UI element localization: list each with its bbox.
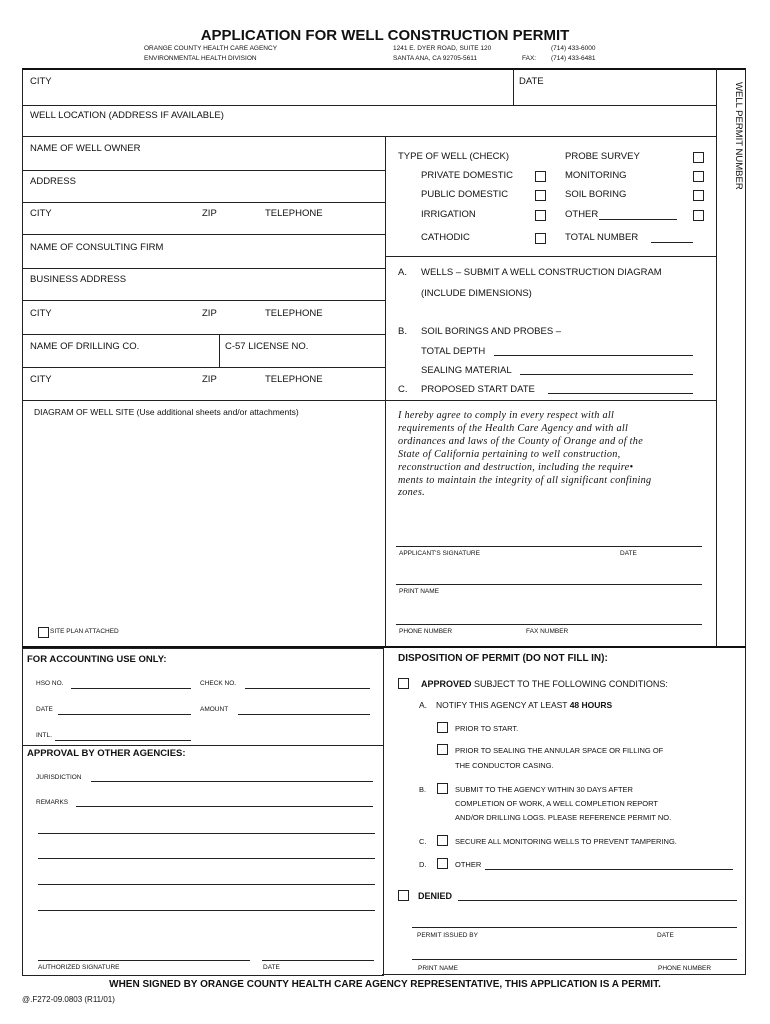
prior-to-start-checkbox[interactable] <box>437 722 448 733</box>
irrigation-label: IRRIGATION <box>421 209 476 220</box>
irrigation-checkbox[interactable] <box>535 210 546 221</box>
column-divider <box>385 136 386 647</box>
row-divider <box>22 170 385 171</box>
frame-right <box>745 69 746 647</box>
drilling-zip-label: ZIP <box>202 374 217 385</box>
approved-label <box>421 680 668 689</box>
row-divider <box>22 105 716 106</box>
owner-city-label: CITY <box>30 208 52 219</box>
applicant-phone-line[interactable] <box>396 624 702 625</box>
applicant-date-label: DATE <box>620 550 637 557</box>
public-domestic-label: PUBLIC DOMESTIC <box>421 189 509 200</box>
total-depth-line[interactable] <box>494 355 693 356</box>
intl-label: INTL. <box>36 732 52 739</box>
applicant-print-name-line[interactable] <box>396 584 702 585</box>
amount-label: AMOUNT <box>200 706 229 713</box>
prior-to-start-label: PRIOR TO START. <box>455 724 519 733</box>
other-type-label: OTHER <box>565 209 599 220</box>
form-mark: @ <box>22 995 31 1004</box>
date-label: DATE <box>519 76 544 87</box>
disposition-print-name-line[interactable] <box>412 959 737 960</box>
remarks-line[interactable] <box>38 833 375 834</box>
well-location-label: WELL LOCATION (ADDRESS IF AVAILABLE) <box>30 110 224 121</box>
agency-phone: (714) 433-6000 <box>551 45 596 52</box>
jurisdiction-line[interactable] <box>91 781 373 782</box>
section-a-text-2: (INCLUDE DIMENSIONS) <box>421 288 532 299</box>
total-number-line[interactable] <box>651 242 693 243</box>
accounting-box <box>22 648 384 976</box>
check-number-line[interactable] <box>245 688 370 689</box>
consulting-firm-label: NAME OF CONSULTING FIRM <box>30 242 164 253</box>
condition-c-checkbox[interactable] <box>437 835 448 846</box>
frame-left <box>22 69 23 647</box>
approval-heading: APPROVAL BY OTHER AGENCIES: <box>27 748 186 759</box>
drilling-city-label: CITY <box>30 374 52 385</box>
approval-divider <box>22 745 383 746</box>
remarks-line[interactable] <box>38 858 375 859</box>
row-divider <box>22 234 385 235</box>
check-number-label: CHECK NO. <box>200 680 237 687</box>
header-rule <box>22 68 746 70</box>
row-divider <box>22 367 385 368</box>
consulting-city-label: CITY <box>30 308 52 319</box>
agreement-line: requirements of the Health Care Agency and with all <box>398 422 629 434</box>
agreement-line: State of California pertaining to well construction, <box>398 448 621 460</box>
authorized-signature-line[interactable] <box>38 960 250 961</box>
jurisdiction-label: JURISDICTION <box>36 774 82 781</box>
authorized-signature-label: AUTHORIZED SIGNATURE <box>38 964 120 971</box>
site-plan-label: SITE PLAN ATTACHED <box>50 628 119 635</box>
applicant-fax-label: FAX NUMBER <box>526 628 569 635</box>
agreement-text <box>398 410 708 500</box>
condition-b-text: SUBMIT TO THE AGENCY WITHIN 30 DAYS AFTER <box>455 785 633 794</box>
intl-line[interactable] <box>55 740 191 741</box>
other-type-line[interactable] <box>599 219 677 220</box>
license-divider <box>219 334 220 367</box>
row-divider <box>22 400 385 401</box>
denied-line[interactable] <box>458 900 737 901</box>
amount-line[interactable] <box>238 714 370 715</box>
permit-issued-by-line[interactable] <box>412 927 737 928</box>
private-domestic-label: PRIVATE DOMESTIC <box>421 170 514 181</box>
prior-to-sealing-label-2: THE CONDUCTOR CASING. <box>455 761 554 770</box>
row-divider <box>22 334 385 335</box>
site-plan-checkbox[interactable] <box>38 627 49 638</box>
agreement-line: reconstruction and destruction, including the require• <box>398 461 634 473</box>
condition-c-label: C. <box>419 837 427 846</box>
owner-zip-label: ZIP <box>202 208 217 219</box>
owner-telephone-label: TELEPHONE <box>265 208 323 219</box>
consulting-zip-label: ZIP <box>202 308 217 319</box>
public-domestic-checkbox[interactable] <box>535 190 546 201</box>
permit-number-column-divider <box>716 69 717 647</box>
condition-a-text <box>436 701 612 710</box>
section-b-text: SOIL BORINGS AND PROBES – <box>421 326 562 337</box>
accounting-date-label: DATE <box>36 706 53 713</box>
applicant-print-name-label: PRINT NAME <box>399 588 439 595</box>
form-id <box>22 995 115 1004</box>
total-number-label: TOTAL NUMBER <box>565 232 639 243</box>
remarks-label: REMARKS <box>36 799 69 806</box>
business-address-label: BUSINESS ADDRESS <box>30 274 127 285</box>
sealing-material-line[interactable] <box>520 374 693 375</box>
total-depth-label: TOTAL DEPTH <box>421 346 486 357</box>
condition-d-text: OTHER <box>455 860 482 869</box>
condition-a-hours: 48 HOURS <box>569 700 613 710</box>
consulting-telephone-label: TELEPHONE <box>265 308 323 319</box>
condition-b-text-2: COMPLETION OF WORK, A WELL COMPLETION REPORT <box>455 799 658 808</box>
condition-b-text-3: AND/OR DRILLING LOGS. PLEASE REFERENCE PERMIT NO. <box>455 813 672 822</box>
row-divider <box>22 300 385 301</box>
probe-survey-checkbox[interactable] <box>693 152 704 163</box>
permit-issued-date-label: DATE <box>657 932 674 939</box>
row-divider <box>22 136 716 137</box>
monitoring-checkbox[interactable] <box>693 171 704 182</box>
remarks-line[interactable] <box>38 910 375 911</box>
applicant-signature-line[interactable] <box>396 546 702 547</box>
disposition-print-name-label: PRINT NAME <box>418 965 458 972</box>
disposition-bottom-border <box>382 974 746 975</box>
condition-a-notify: NOTIFY THIS AGENCY AT LEAST <box>436 700 570 710</box>
agency-fax-label: FAX: <box>522 55 537 62</box>
well-permit-number-label: WELL PERMIT NUMBER <box>733 82 744 190</box>
soil-boring-label: SOIL BORING <box>565 189 627 200</box>
drilling-company-label: NAME OF DRILLING CO. <box>30 341 140 352</box>
cathodic-checkbox[interactable] <box>535 233 546 244</box>
condition-d-checkbox[interactable] <box>437 858 448 869</box>
other-type-checkbox[interactable] <box>693 210 704 221</box>
probe-survey-label: PROBE SURVEY <box>565 151 640 162</box>
approval-date-line[interactable] <box>262 960 374 961</box>
section-c-label: C. <box>398 384 408 395</box>
denied-label: DENIED <box>418 891 453 901</box>
agreement-line: I hereby agree to comply in every respect with all <box>398 410 615 421</box>
row-divider <box>385 400 716 401</box>
proposed-start-date-label: PROPOSED START DATE <box>421 384 535 395</box>
agreement-line: zones. <box>398 487 425 499</box>
applicant-signature-label: APPLICANT'S SIGNATURE <box>399 550 480 557</box>
disposition-phone-label: PHONE NUMBER <box>658 965 712 972</box>
condition-b-label: B. <box>419 785 427 794</box>
accounting-heading: FOR ACCOUNTING USE ONLY: <box>27 654 167 665</box>
form-number: .F272-09.0803 (R11/01) <box>30 995 115 1004</box>
date-divider <box>513 69 514 105</box>
drilling-telephone-label: TELEPHONE <box>265 374 323 385</box>
condition-d-line[interactable] <box>485 869 733 870</box>
c57-license-label: C-57 LICENSE NO. <box>225 341 309 352</box>
diagram-label: DIAGRAM OF WELL SITE (Use additional sheets and/or attachments) <box>34 407 299 417</box>
disposition-heading: DISPOSITION OF PERMIT (DO NOT FILL IN): <box>398 653 608 664</box>
cathodic-label: CATHODIC <box>421 232 470 243</box>
private-domestic-checkbox[interactable] <box>535 171 546 182</box>
remarks-line[interactable] <box>38 884 375 885</box>
form-title: APPLICATION FOR WELL CONSTRUCTION PERMIT <box>200 27 570 44</box>
row-divider <box>22 268 385 269</box>
remarks-line[interactable] <box>76 806 373 807</box>
agreement-line: ments to maintain the integrity of all significant confining <box>398 474 652 486</box>
row-divider <box>385 256 716 257</box>
section-a-text: WELLS – SUBMIT A WELL CONSTRUCTION DIAGRAM <box>421 267 662 278</box>
section-a-label: A. <box>398 267 407 278</box>
denied-checkbox[interactable] <box>398 890 409 901</box>
approved-checkbox[interactable] <box>398 678 409 689</box>
city-label: CITY <box>30 76 52 87</box>
section-b-label: B. <box>398 326 407 337</box>
approved-rest: SUBJECT TO THE FOLLOWING CONDITIONS: <box>471 679 668 689</box>
permit-issued-by-label: PERMIT ISSUED BY <box>417 932 478 939</box>
permit-notice: WHEN SIGNED BY ORANGE COUNTY HEALTH CARE AGENCY REPRESENTATIVE, THIS APPLICATION IS A PERMIT. <box>109 979 661 990</box>
condition-b-checkbox[interactable] <box>437 783 448 794</box>
well-owner-label: NAME OF WELL OWNER <box>30 143 141 154</box>
condition-c-text: SECURE ALL MONITORING WELLS TO PREVENT TAMPERING. <box>455 837 677 846</box>
sealing-material-label: SEALING MATERIAL <box>421 365 512 376</box>
applicant-phone-label: PHONE NUMBER <box>399 628 453 635</box>
hso-number-line[interactable] <box>71 688 191 689</box>
accounting-date-line[interactable] <box>58 714 191 715</box>
prior-to-sealing-checkbox[interactable] <box>437 744 448 755</box>
agency-name: ORANGE COUNTY HEALTH CARE AGENCY <box>144 45 278 52</box>
type-of-well-heading: TYPE OF WELL (CHECK) <box>398 151 510 162</box>
disposition-right-border <box>745 648 746 974</box>
agency-address-street: 1241 E. DYER ROAD, SUITE 120 <box>393 45 492 52</box>
agency-division: ENVIRONMENTAL HEALTH DIVISION <box>144 55 257 62</box>
agreement-line: ordinances and laws of the County of Orange and of the <box>398 435 644 447</box>
agency-address-city: SANTA ANA, CA 92705-5611 <box>393 55 477 62</box>
owner-address-label: ADDRESS <box>30 176 76 187</box>
proposed-start-date-line[interactable] <box>548 393 693 394</box>
condition-a-label: A. <box>419 700 428 710</box>
hso-number-label: HSO NO. <box>36 680 64 687</box>
soil-boring-checkbox[interactable] <box>693 190 704 201</box>
approval-date-label: DATE <box>263 964 280 971</box>
prior-to-sealing-label: PRIOR TO SEALING THE ANNULAR SPACE OR FILLING OF <box>455 746 664 755</box>
condition-d-label: D. <box>419 860 427 869</box>
monitoring-label: MONITORING <box>565 170 627 181</box>
approved-bold: APPROVED <box>421 679 472 689</box>
row-divider <box>22 202 385 203</box>
agency-fax: (714) 433-6481 <box>551 55 596 62</box>
